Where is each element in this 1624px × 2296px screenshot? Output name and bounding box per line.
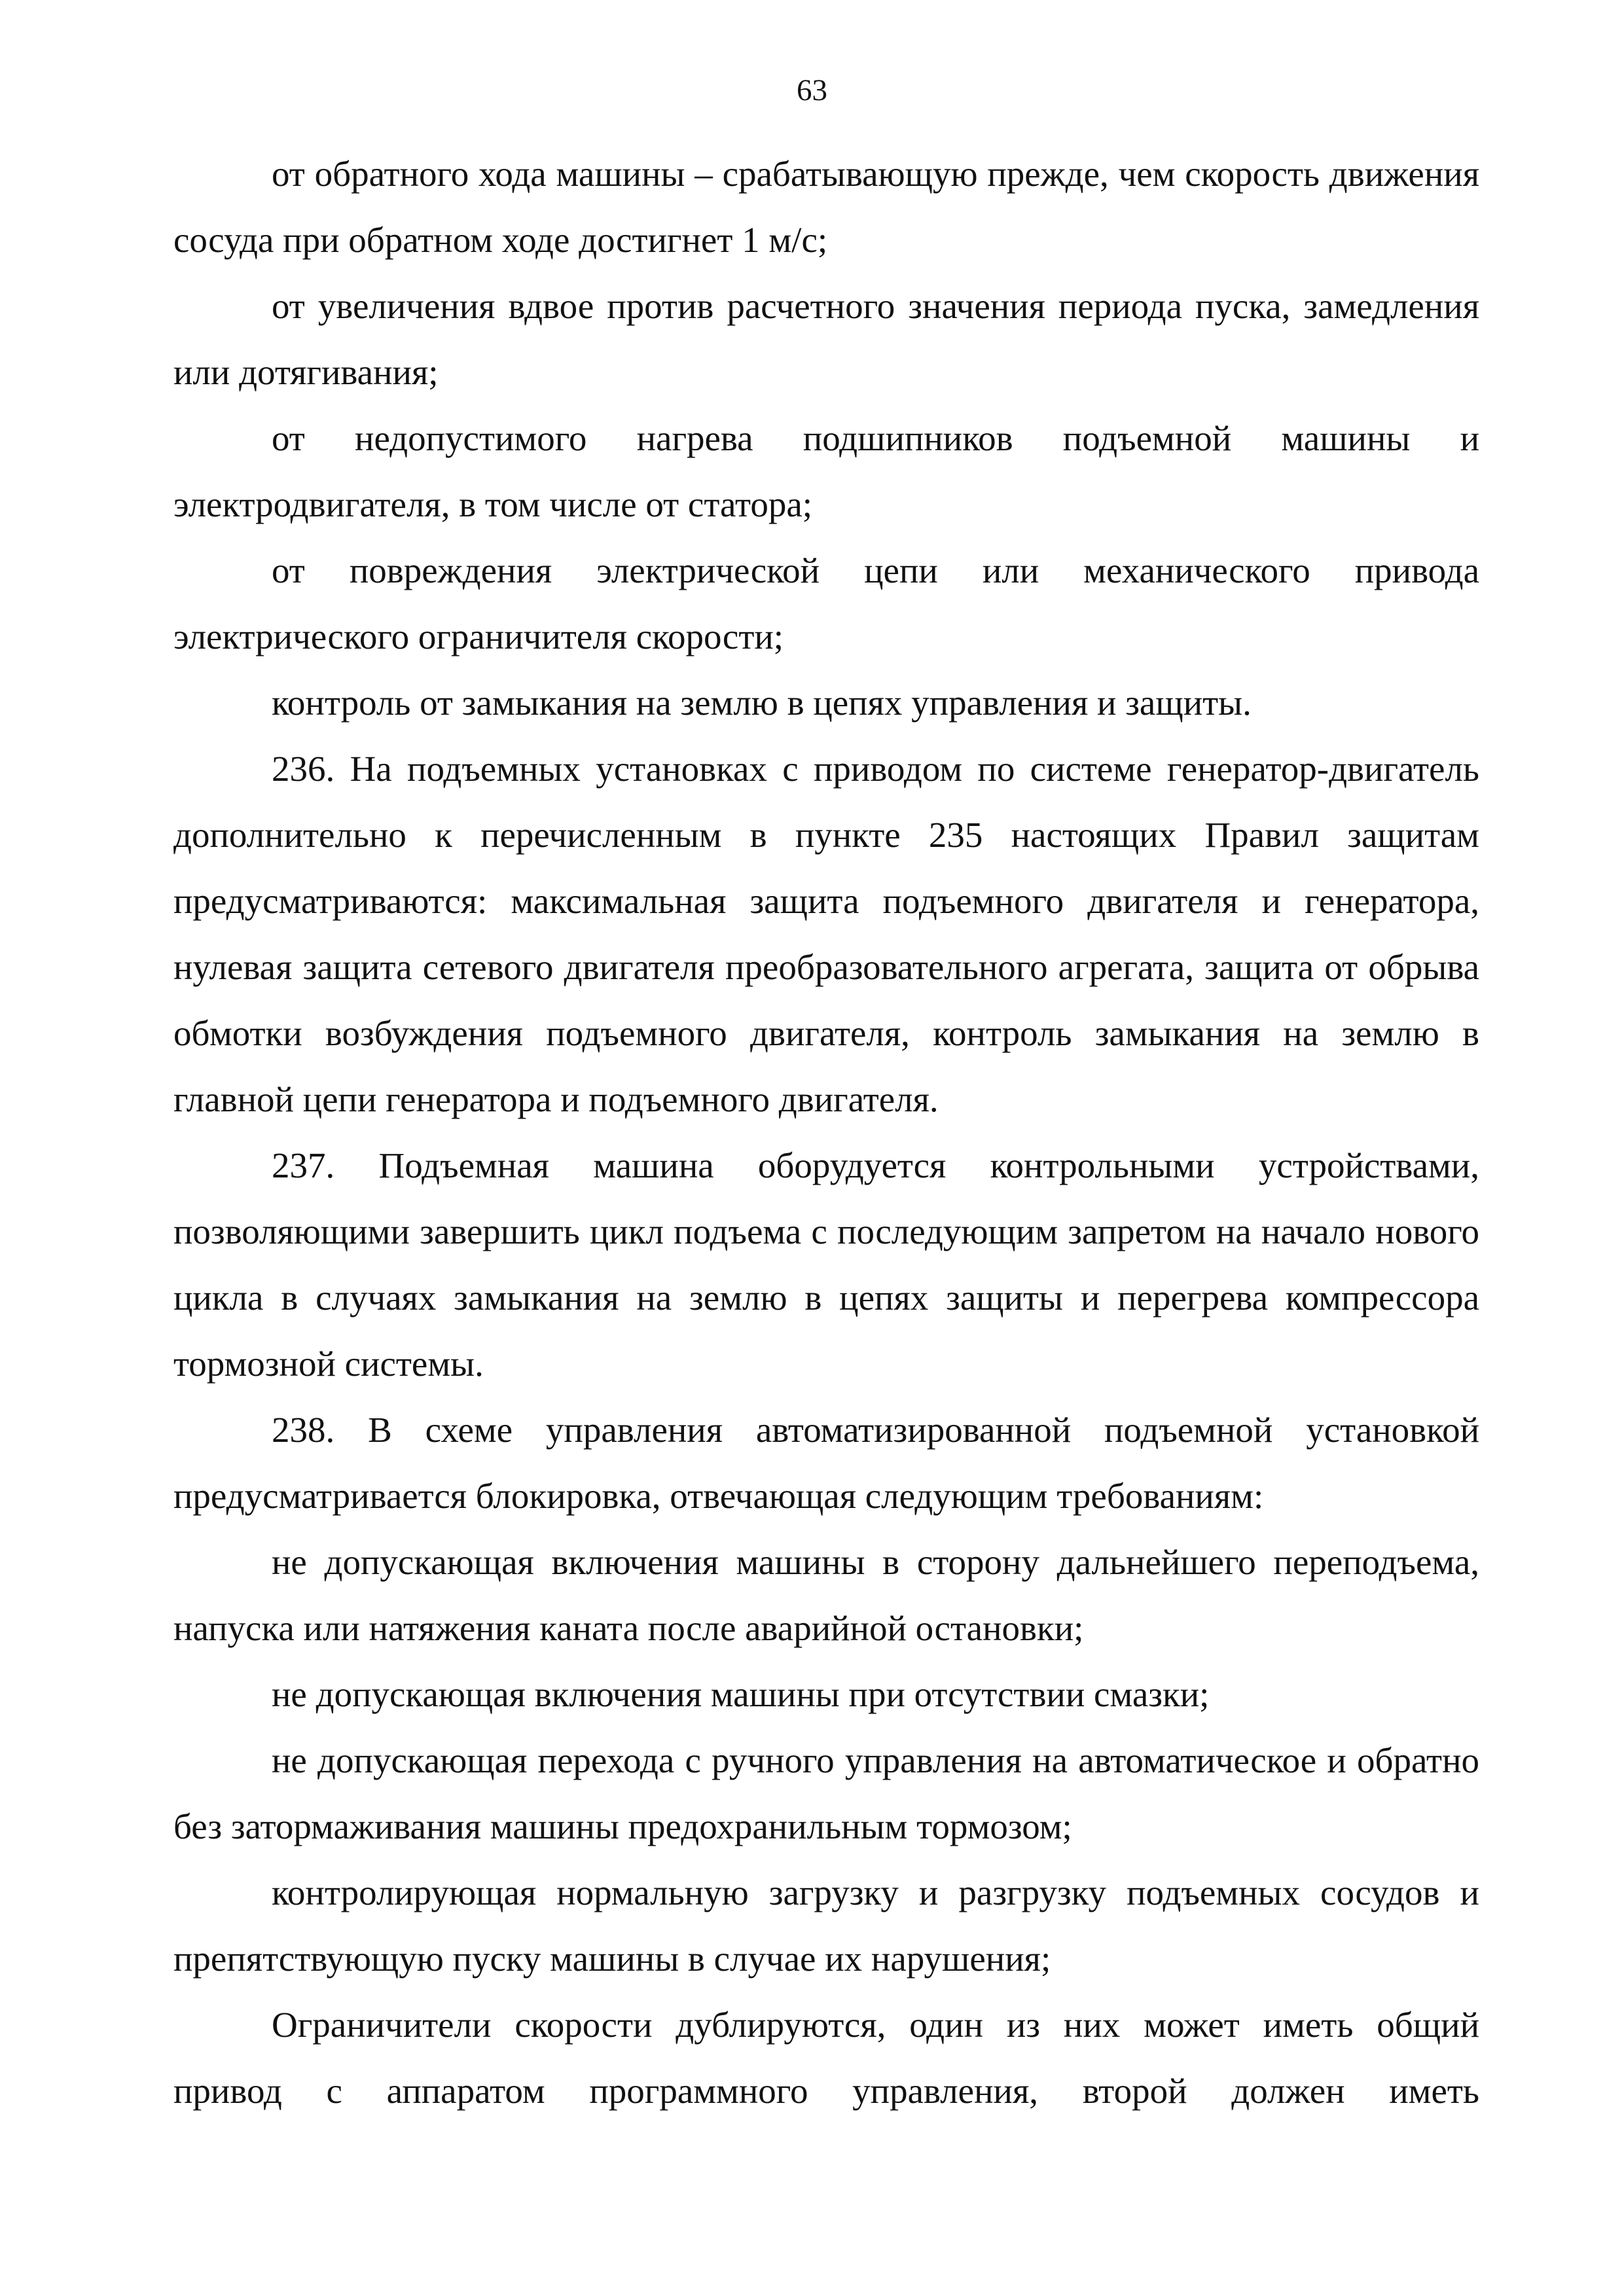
paragraph-clause-237: 237. Подъемная машина оборудуется контрольными устройствами, позволяющими завершить цикл подъема с последующим запретом на начало нового цикла в случаях замыкания на землю в цепях защиты и перегрева компрессора тормозной системы.: [173, 1145, 1479, 1384]
document-body: [173, 141, 1479, 2124]
paragraph-clause-238: 238. В схеме управления автоматизированной подъемной установкой предусматривается блокировка, отвечающая следующим требованиям:: [173, 1410, 1479, 1516]
paragraph-clause-236: 236. На подъемных установках с приводом по системе генератор-двигатель дополнительно к перечисленным в пункте 235 настоящих Правил защитам предусматриваются: максимальная защита подъемного двигателя и генератора, нулевая защита сетевого двигателя преобразовательного агрегата, защита от обрыва обмотки возбуждения подъемного двигателя, контроль замыкания на землю в главной цепи генератора и подъемного двигателя.: [173, 749, 1479, 1119]
paragraph-reverse-motion-protection: от обратного хода машины – срабатывающую прежде, чем скорость движения сосуда при обратном ходе достигнет 1 м/с;: [173, 154, 1479, 260]
paragraph-overwind-interlock: не допускающая включения машины в сторону дальнейшего переподъема, напуска или натяжения каната после аварийной остановки;: [173, 1542, 1479, 1648]
paragraph-bearing-overheat-protection: от недопустимого нагрева подшипников подъемной машины и электродвигателя, в том числе от статора;: [173, 418, 1479, 524]
paragraph-speed-limiters-duplicated: Ограничители скорости дублируются, один из них может иметь общий привод с аппаратом программного управления, второй должен иметь: [173, 2005, 1479, 2111]
paragraph-lubrication-interlock: не допускающая включения машины при отсутствии смазки;: [272, 1674, 1210, 1714]
page-number: 63: [797, 73, 827, 107]
paragraph-loading-control-interlock: контролирующая нормальную загрузку и разгрузку подъемных сосудов и препятствующую пуску машины в случае их нарушения;: [173, 1873, 1479, 1979]
paragraph-mode-switch-interlock: не допускающая перехода с ручного управления на автоматическое и обратно без затормаживания машины предохранильным тормозом;: [173, 1740, 1479, 1846]
paragraph-speed-limiter-damage-protection: от повреждения электрической цепи или механического привода электрического ограничителя скорости;: [173, 550, 1479, 656]
paragraph-start-period-protection: от увеличения вдвое против расчетного значения периода пуска, замедления или дотягивания;: [173, 286, 1479, 392]
paragraph-ground-fault-control: контроль от замыкания на землю в цепях управления и защиты.: [272, 683, 1252, 723]
